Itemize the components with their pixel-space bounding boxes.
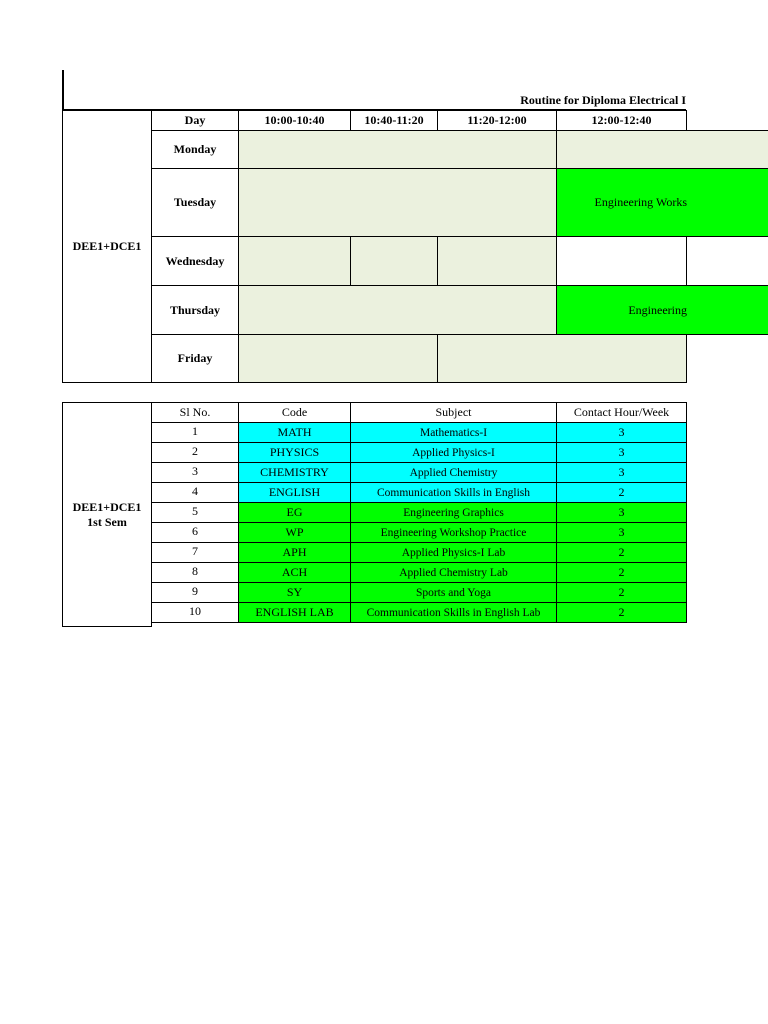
subjects-header-sl-no: Sl No. bbox=[151, 402, 239, 423]
day-wednesday: Wednesday bbox=[151, 236, 239, 286]
friday-slot-2 bbox=[437, 334, 687, 383]
subjects-group-label-line2: 1st Sem bbox=[87, 514, 127, 529]
subjects-header-contact-hours: Contact Hour/Week bbox=[556, 402, 687, 423]
subject-row-4-sl-no: 4 bbox=[151, 482, 239, 503]
day-friday: Friday bbox=[151, 334, 239, 383]
tuesday-slot-noon-text: Engineering Works bbox=[594, 195, 687, 209]
subject-row-5-subject: Engineering Graphics bbox=[350, 502, 557, 523]
subjects-header-subject: Subject bbox=[350, 402, 557, 423]
subject-row-7-subject: Applied Physics-I Lab bbox=[350, 542, 557, 563]
subject-row-1-code: MATH bbox=[238, 422, 351, 443]
subject-row-8-contact-hours: 2 bbox=[556, 562, 687, 583]
monday-slot-noon bbox=[556, 130, 768, 169]
tuesday-slot-noon bbox=[556, 168, 768, 237]
routine-title: Routine for Diploma Electrical I bbox=[64, 90, 686, 110]
thursday-slot-morning bbox=[238, 285, 557, 335]
subject-row-8-code: ACH bbox=[238, 562, 351, 583]
subject-row-6-code: WP bbox=[238, 522, 351, 543]
wednesday-slot-1 bbox=[238, 236, 351, 286]
subject-row-6-subject: Engineering Workshop Practice bbox=[350, 522, 557, 543]
header-slot-2: 10:40-11:20 bbox=[350, 110, 438, 131]
subject-row-8-sl-no: 8 bbox=[151, 562, 239, 583]
subject-row-3-code: CHEMISTRY bbox=[238, 462, 351, 483]
subject-row-7-sl-no: 7 bbox=[151, 542, 239, 563]
subject-row-5-sl-no: 5 bbox=[151, 502, 239, 523]
subject-row-3-subject: Applied Chemistry bbox=[350, 462, 557, 483]
subject-row-9-code: SY bbox=[238, 582, 351, 603]
thursday-slot-noon-text: Engineering bbox=[628, 302, 687, 317]
subject-row-7-contact-hours: 2 bbox=[556, 542, 687, 563]
subject-row-10-contact-hours: 2 bbox=[556, 602, 687, 623]
subject-row-5-code: EG bbox=[238, 502, 351, 523]
day-monday: Monday bbox=[151, 130, 239, 169]
subject-row-1-subject: Mathematics-I bbox=[350, 422, 557, 443]
subject-row-10-code: ENGLISH LAB bbox=[238, 602, 351, 623]
routine-group-label: DEE1+DCE1 bbox=[62, 110, 152, 383]
header-slot-4: 12:00-12:40 bbox=[556, 110, 687, 131]
friday-slot-1 bbox=[238, 334, 438, 383]
thursday-slot-noon bbox=[556, 285, 768, 335]
subject-row-9-subject: Sports and Yoga bbox=[350, 582, 557, 603]
subject-row-1-contact-hours: 3 bbox=[556, 422, 687, 443]
tuesday-slot-morning bbox=[238, 168, 557, 237]
subject-row-2-contact-hours: 3 bbox=[556, 442, 687, 463]
subject-row-9-sl-no: 9 bbox=[151, 582, 239, 603]
day-thursday: Thursday bbox=[151, 285, 239, 335]
subject-row-2-sl-no: 2 bbox=[151, 442, 239, 463]
subject-row-8-subject: Applied Chemistry Lab bbox=[350, 562, 557, 583]
subject-row-7-code: APH bbox=[238, 542, 351, 563]
wednesday-slot-4 bbox=[556, 236, 687, 286]
subject-row-3-contact-hours: 3 bbox=[556, 462, 687, 483]
subject-row-10-sl-no: 10 bbox=[151, 602, 239, 623]
subjects-group-label bbox=[62, 402, 152, 627]
subject-row-4-contact-hours: 2 bbox=[556, 482, 687, 503]
subject-row-4-subject: Communication Skills in English bbox=[350, 482, 557, 503]
subject-row-10-subject: Communication Skills in English Lab bbox=[350, 602, 557, 623]
header-slot-3: 11:20-12:00 bbox=[437, 110, 557, 131]
header-day: Day bbox=[151, 110, 239, 131]
subject-row-4-code: ENGLISH bbox=[238, 482, 351, 503]
subjects-header-code: Code bbox=[238, 402, 351, 423]
header-slot-1: 10:00-10:40 bbox=[238, 110, 351, 131]
monday-slot-morning bbox=[238, 130, 557, 169]
subject-row-3-sl-no: 3 bbox=[151, 462, 239, 483]
subject-row-1-sl-no: 1 bbox=[151, 422, 239, 443]
subject-row-6-sl-no: 6 bbox=[151, 522, 239, 543]
subject-row-6-contact-hours: 3 bbox=[556, 522, 687, 543]
subject-row-5-contact-hours: 3 bbox=[556, 502, 687, 523]
subject-row-2-code: PHYSICS bbox=[238, 442, 351, 463]
subjects-group-label-line1: DEE1+DCE1 bbox=[72, 499, 142, 514]
wednesday-slot-3 bbox=[437, 236, 557, 286]
subject-row-2-subject: Applied Physics-I bbox=[350, 442, 557, 463]
wednesday-slot-2 bbox=[350, 236, 438, 286]
subject-row-9-contact-hours: 2 bbox=[556, 582, 687, 603]
day-tuesday: Tuesday bbox=[151, 168, 239, 237]
